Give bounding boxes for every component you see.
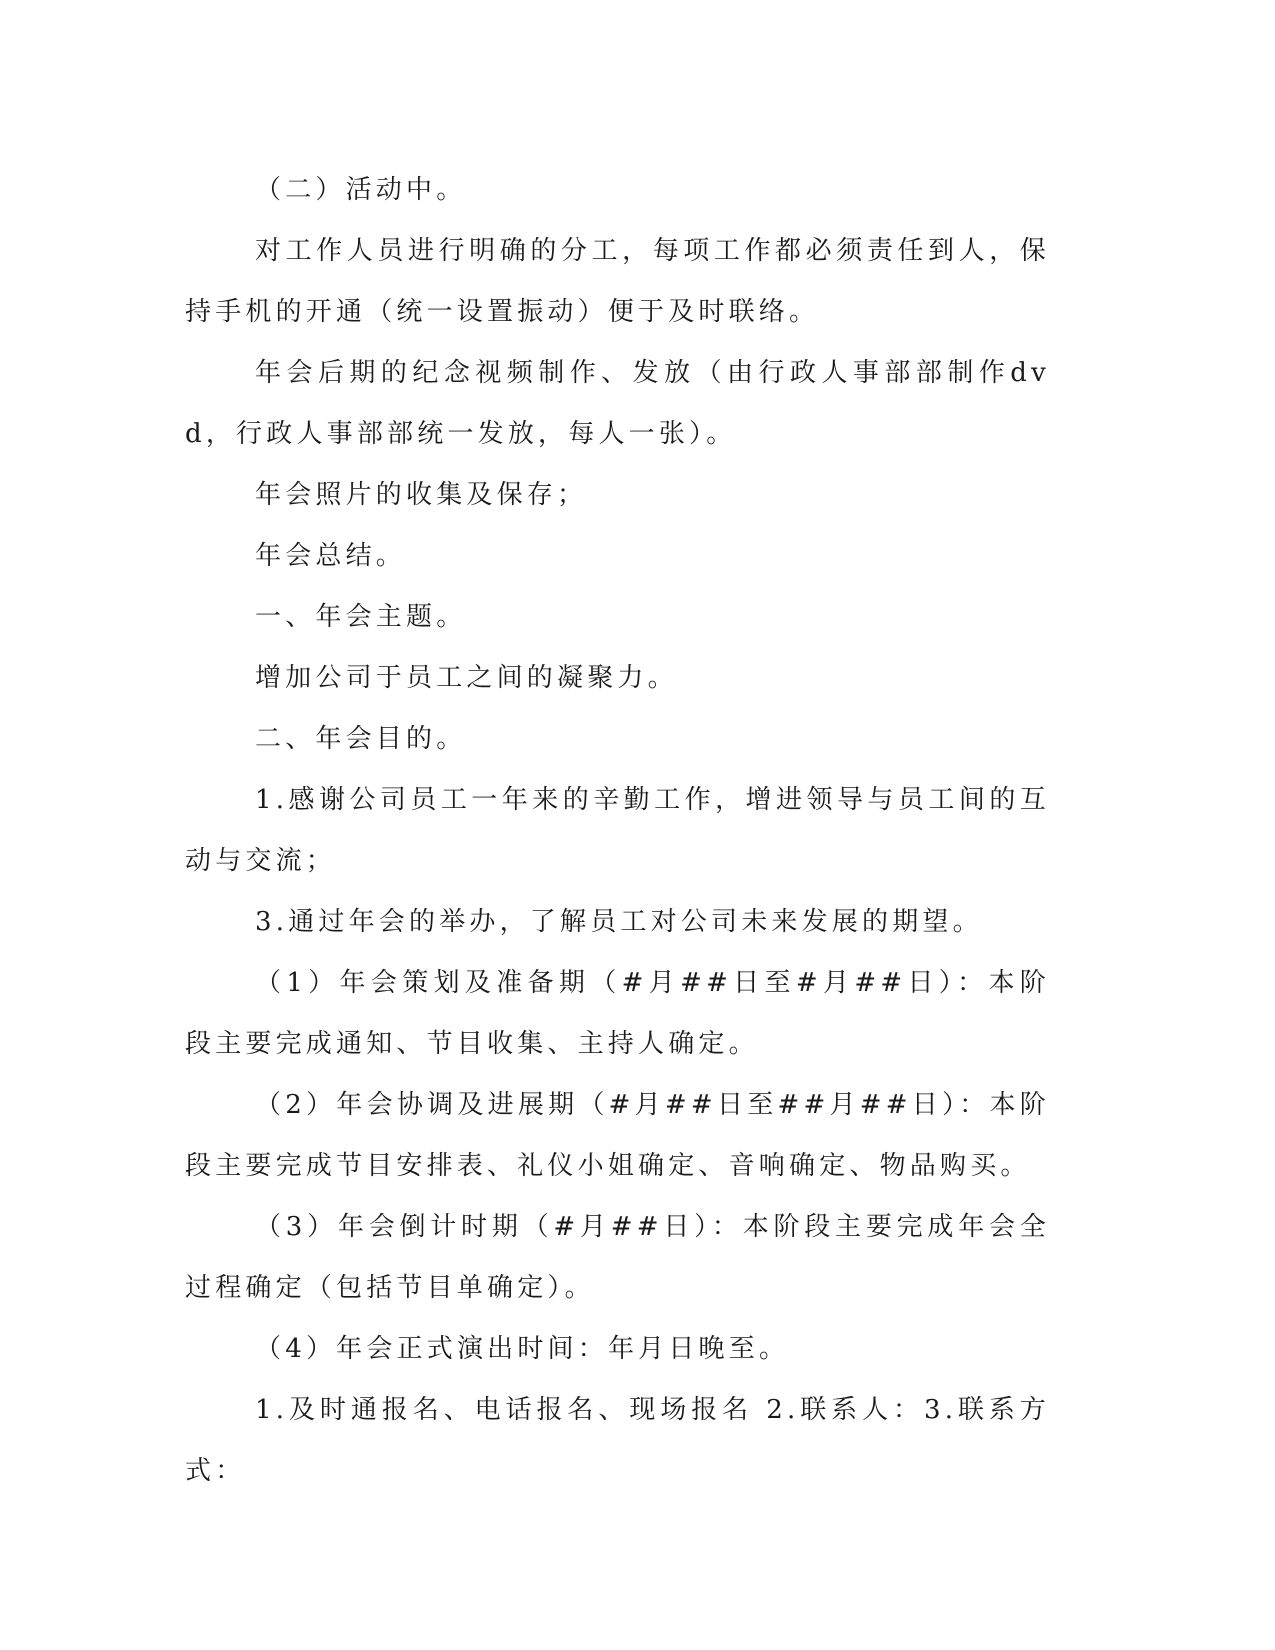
paragraph-staff-division: 对工作人员进行明确的分工，每项工作都必须责任到人，保持手机的开通（统一设置振动）便于及时联络。 — [185, 236, 1050, 327]
heading-purpose: 二、年会目的。 — [255, 724, 467, 754]
paragraph-photo-collection: 年会照片的收集及保存； — [255, 480, 588, 510]
paragraph-theme: 增加公司于员工之间的凝聚力。 — [255, 663, 678, 693]
paragraph-activity-during: （二）活动中。 — [255, 175, 467, 205]
paragraph-purpose-1: 1.感谢公司员工一年来的辛勤工作，增进领导与员工间的互动与交流； — [185, 785, 1050, 876]
heading-theme: 一、年会主题。 — [255, 602, 467, 632]
paragraph-phase-4: （4）年会正式演出时间：年月日晚至。 — [255, 1334, 790, 1364]
paragraph-purpose-3: 3.通过年会的举办，了解员工对公司未来发展的期望。 — [255, 907, 983, 937]
paragraph-phase-2: （2）年会协调及进展期（#月##日至##月##日）：本阶段主要完成节目安排表、礼仪小姐确定、音响确定、物品购买。 — [185, 1090, 1050, 1181]
paragraph-video-distribution: 年会后期的纪念视频制作、发放（由行政人事部部制作dvd，行政人事部部统一发放，每人一张）。 — [185, 358, 1050, 449]
paragraph-summary: 年会总结。 — [255, 541, 407, 571]
paragraph-phase-3: （3）年会倒计时期（#月##日）：本阶段主要完成年会全过程确定（包括节目单确定）。 — [185, 1212, 1050, 1303]
paragraph-phase-1: （1）年会策划及准备期（#月##日至#月##日）：本阶段主要完成通知、节目收集、主持人确定。 — [185, 968, 1050, 1059]
document-body — [185, 160, 1050, 1502]
paragraph-registration: 1.及时通报名、电话报名、现场报名 2.联系人：3.联系方式： — [185, 1395, 1050, 1486]
